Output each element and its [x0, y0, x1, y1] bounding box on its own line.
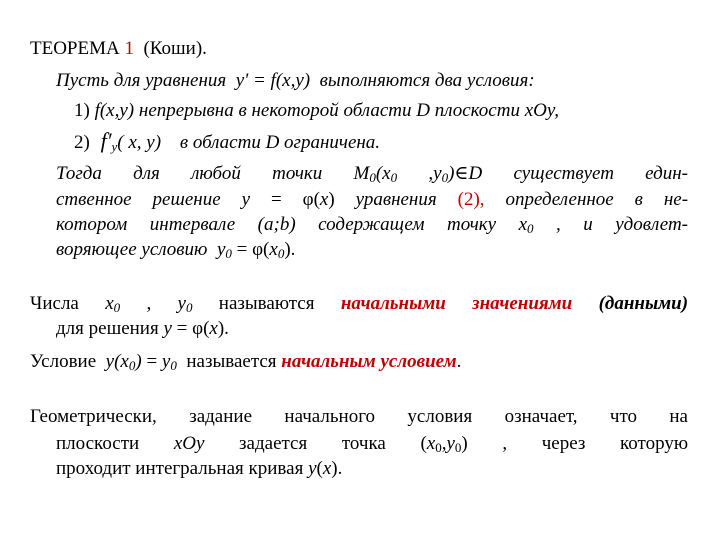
called2-text: называется — [186, 351, 277, 372]
theorem-then-line-3 — [56, 213, 688, 237]
theorem-author: (Коши). — [143, 38, 207, 59]
theorem-intro-line — [56, 69, 535, 93]
geometric-line-3 — [56, 457, 342, 481]
geometric-text-1: Геометрически, задание начального условия означает, что на — [30, 406, 688, 427]
then-text-3b: содержащем точку — [318, 214, 497, 235]
initial-values-line-1 — [30, 292, 688, 316]
theorem-then-line-1 — [56, 162, 688, 186]
geometric-curve: y(x). — [308, 458, 343, 479]
condition-1-plane: xOy, — [524, 100, 560, 121]
for-solution-text: для решения — [56, 318, 159, 339]
condition-2-text: в области D ограничена. — [179, 132, 381, 153]
theorem-then-line-2 — [56, 188, 688, 212]
geometric-point: $(x_0,y_0)$ — [420, 433, 468, 455]
theorem-condition-2 — [74, 129, 380, 155]
geometric-line-1 — [30, 405, 688, 429]
initial-condition-formula: $y_0 = \varphi(x_0)$. — [216, 239, 296, 261]
theorem-title-line — [30, 37, 207, 61]
then-text-2c: определенное в не- — [505, 189, 689, 210]
then-text-3a: котором интервале — [56, 214, 236, 235]
theorem-title: ТЕОРЕМА — [30, 38, 120, 59]
period: . — [456, 351, 462, 372]
condition-1-function: f(x,y) — [94, 100, 135, 121]
geometric-line-2 — [56, 432, 688, 456]
then-text-2b: уравнения — [355, 189, 437, 210]
theorem-number: 1 — [124, 38, 134, 59]
term-initial-condition: начальным условием — [281, 351, 457, 372]
then-text-2a: ственное решение — [56, 189, 221, 210]
term-data-paren: (данными) — [598, 293, 689, 314]
theorem-condition-1 — [74, 99, 559, 123]
theorem-then-line-4 — [56, 238, 295, 262]
then-text-1a: Тогда для любой точки — [56, 163, 323, 184]
numbers-label: Числа — [30, 293, 79, 314]
then-solution: y = φ(x) — [241, 189, 335, 210]
equation-reference: (2), — [457, 189, 485, 210]
condition-1-text: непрерывна в некоторой области D плоскости — [138, 100, 520, 121]
condition-formula: $y(x_0) = y_0$ — [105, 351, 177, 373]
initial-vars: $x_0$ , $y_0$ — [105, 293, 193, 315]
theorem-intro-end: выполняются два условия: — [319, 70, 535, 91]
solution-formula: y = φ(x). — [163, 318, 229, 339]
theorem-equation: y' = f(x,y) — [235, 70, 311, 91]
geometric-text-2b: задается точка — [239, 433, 386, 454]
geometric-text-2c: , через которую — [502, 433, 689, 454]
geometric-plane: xOy — [173, 433, 205, 454]
initial-values-line-2 — [56, 317, 229, 341]
then-text-3c: , и удовлет- — [556, 214, 689, 235]
condition-1-number: 1) — [74, 100, 90, 121]
then-text-1b: существует един- — [513, 163, 688, 184]
geometric-text-2a: плоскости — [56, 433, 140, 454]
then-text-4a: воряющее условию — [56, 239, 208, 260]
then-interval: (a;b) — [257, 214, 296, 235]
then-x0: $x_0$ — [518, 214, 534, 236]
condition-2-number: 2) — [74, 132, 90, 153]
geometric-text-3a: проходит интегральная кривая — [56, 458, 304, 479]
term-initial-values: начальными значениями — [340, 293, 573, 314]
initial-condition-line — [30, 350, 461, 374]
theorem-intro-text: Пусть для уравнения — [56, 70, 227, 91]
condition-2-derivative: $f'_y$( x, y) — [100, 128, 162, 154]
condition-label: Условие — [30, 351, 97, 372]
then-point: $M_0(x_0$ $,y_0)\in D$ — [353, 163, 483, 185]
called-text: называются — [218, 293, 315, 314]
